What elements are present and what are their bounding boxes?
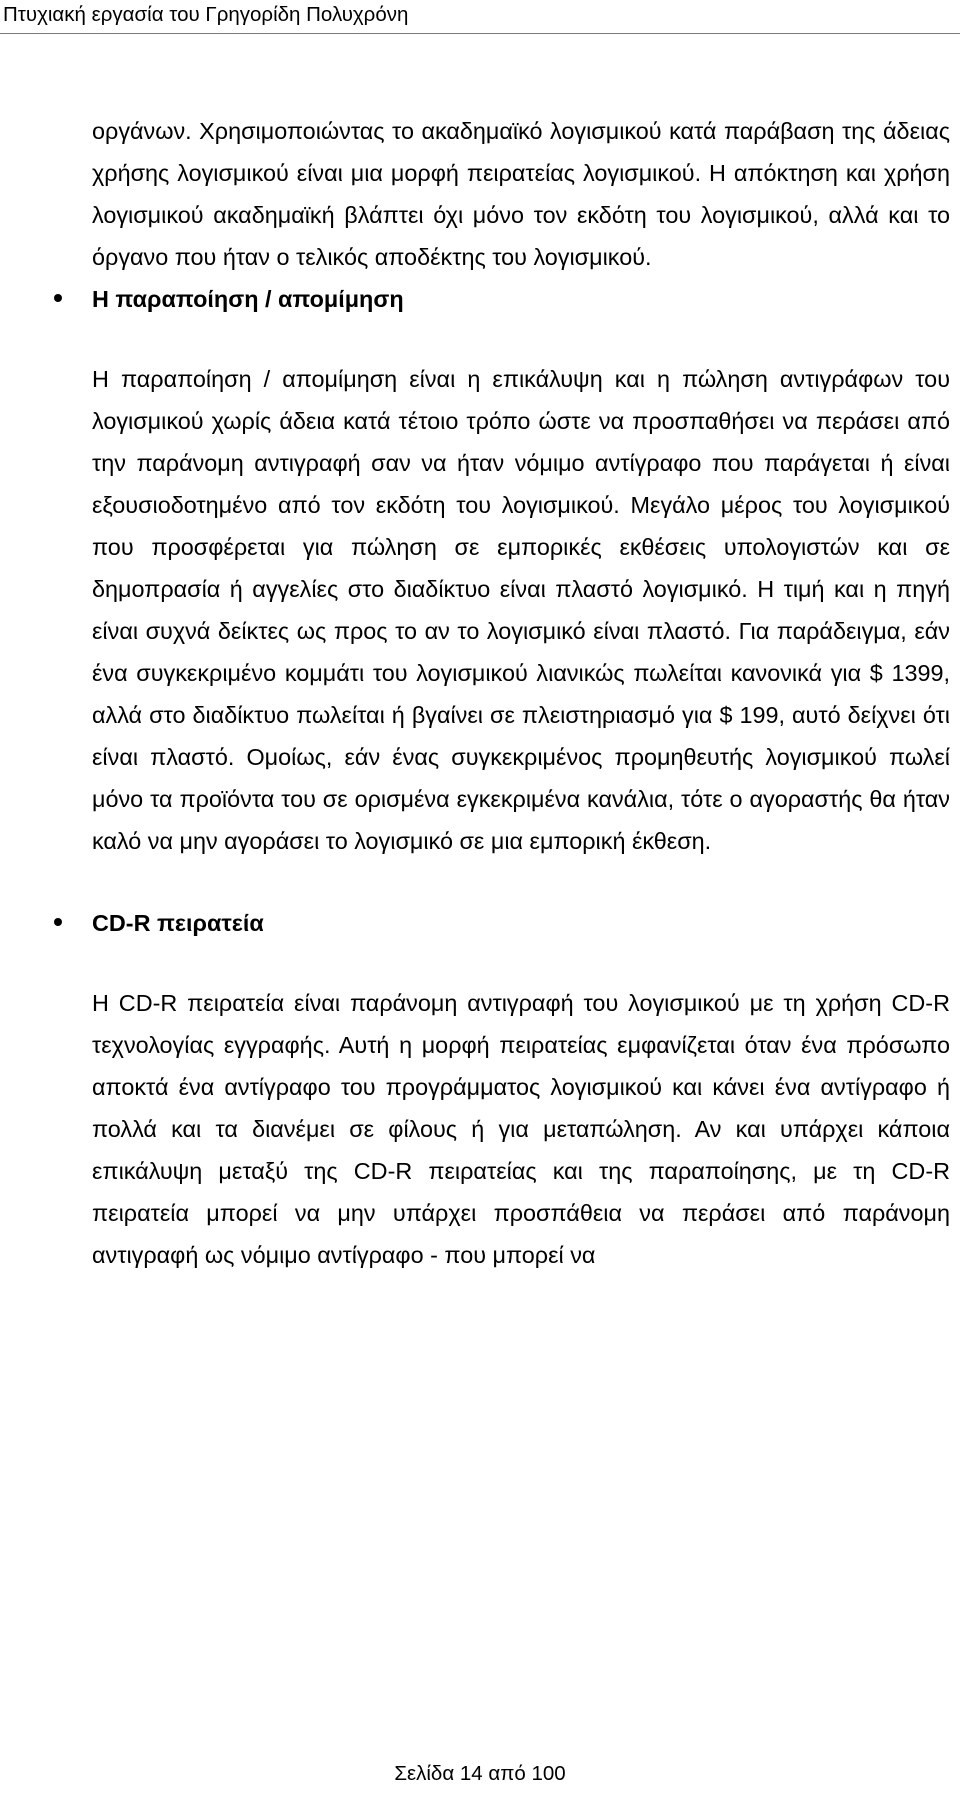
running-header <box>0 0 960 34</box>
bullet-dot-icon <box>54 918 62 926</box>
page-body <box>92 110 950 1276</box>
bullet-heading-cdr-piracy <box>92 902 950 944</box>
page-footer <box>0 1762 960 1786</box>
section-heading: Η παραποίηση / απομίμηση <box>92 286 404 312</box>
bullet-dot-icon <box>54 294 62 302</box>
intro-paragraph: οργάνων. Χρησιμοποιώντας το ακαδημαϊκό λογισμικού κατά παράβαση της άδειας χρήσης λογισμικού είναι μια μορφή πειρατείας λογισμικού. Η απόκτηση και χρήση λογισμικού ακαδημαϊκή βλάπτει όχι μόνο τον εκδότη του λογισμικού, αλλά και το όργανο που ήταν ο τελικός αποδέκτης του λογισμικού. <box>92 118 950 270</box>
bullet-heading-counterfeiting <box>92 278 950 320</box>
counterfeiting-paragraph: Η παραποίηση / απομίμηση είναι η επικάλυψη και η πώληση αντιγράφων του λογισμικού χωρίς άδεια κατά τέτοιο τρόπο ώστε να προσπαθήσει να περάσει από την παράνομη αντιγραφή σαν να ήταν νόμιμο αντίγραφο που παράγεται ή είναι εξουσιοδοτημένο από τον εκδότη του λογισμικού. Μεγάλο μέρος του λογισμικού που προσφέρεται για πώληση σε εμπορικές εκθέσεις υπολογιστών και σε δημοπρασία ή αγγελίες στο διαδίκτυο είναι πλαστό λογισμικό. Η τιμή και η πηγή είναι συχνά δείκτες ως προς το αν το λογισμικό είναι πλαστό. Για παράδειγμα, εάν ένα συγκεκριμένο κομμάτι του λογισμικού λιανικώς πωλείται κανονικά για $ 1399, αλλά στο διαδίκτυο πωλείται ή βγαίνει σε πλειστηριασμό για $ 199, αυτό δείχνει ότι είναι πλαστό. Ομοίως, εάν ένας συγκεκριμένος προμηθευτής λογισμικού πωλεί μόνο τα προϊόντα του σε ορισμένα εγκεκριμένα κανάλια, τότε ο αγοραστής θα ήταν καλό να μην αγοράσει το λογισμικό σε μια εμπορική έκθεση. <box>92 366 950 854</box>
page-number-label: Σελίδα 14 από 100 <box>394 1762 566 1785</box>
cdr-piracy-paragraph: Η CD-R πειρατεία είναι παράνομη αντιγραφή του λογισμικού με τη χρήση CD-R τεχνολογίας εγγραφής. Αυτή η μορφή πειρατείας εμφανίζεται όταν ένα πρόσωπο αποκτά ένα αντίγραφο του προγράμματος λογισμικού και κάνει ένα αντίγραφο ή πολλά και τα διανέμει σε φίλους ή για μεταπώληση. Αν και υπάρχει κάποια επικάλυψη μεταξύ της CD-R πειρατείας και της παραποίησης, με τη CD-R πειρατεία μπορεί να μην υπάρχει προσπάθεια να περάσει από παράνομη αντιγραφή ως νόμιμο αντίγραφο - που μπορεί να <box>92 990 950 1268</box>
document-title: Πτυχιακή εργασία του Γρηγορίδη Πολυχρόνη <box>3 3 409 26</box>
section-heading: CD-R πειρατεία <box>92 910 264 936</box>
